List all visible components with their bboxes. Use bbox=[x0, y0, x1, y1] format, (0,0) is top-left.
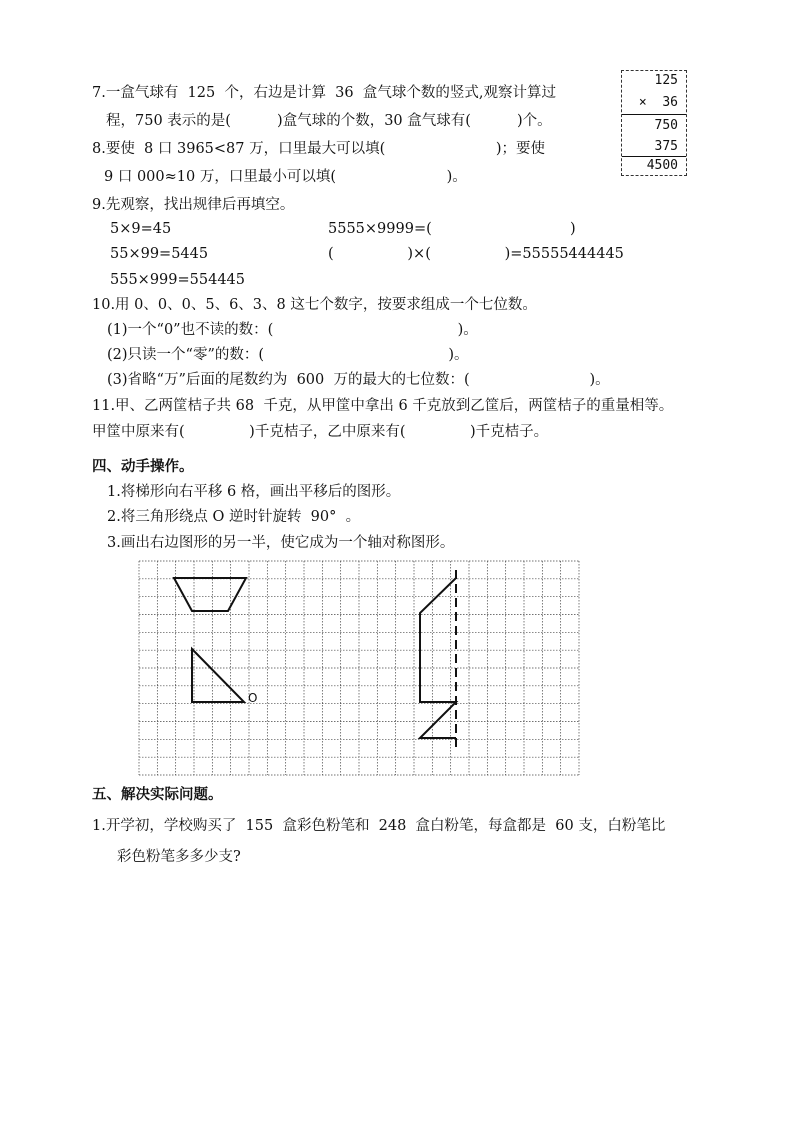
section5-q1-line2: 彩色粉笔多多少支? bbox=[117, 849, 241, 865]
q10-title: 10.用 0、0、0、5、6、3、8 这七个数字，按要求组成一个七位数。 bbox=[92, 297, 537, 313]
point-o-label: O bbox=[248, 691, 258, 705]
geometry-grid bbox=[138, 560, 580, 780]
section4-item2: 2.将三角形绕点 O 逆时针旋转 90° 。 bbox=[107, 509, 361, 525]
vcalc-row5: 4500 bbox=[646, 158, 678, 173]
vcalc-rule bbox=[622, 114, 686, 115]
section4-heading: 四、动手操作。 bbox=[92, 458, 194, 475]
grid-lines bbox=[139, 561, 579, 775]
vcalc-row3: 750 bbox=[654, 118, 678, 133]
grid-svg bbox=[138, 560, 580, 776]
section4-item3: 3.画出右边图形的另一半，使它成为一个轴对称图形。 bbox=[107, 535, 455, 551]
q8-line1: 8.要使 8 口 3965<87 万，口里最大可以填( )；要使 bbox=[92, 141, 546, 157]
q11-line1: 11.甲、乙两筐桔子共 68 千克，从甲筐中拿出 6 千克放到乙筐后，两筐桔子的重量相等。 bbox=[92, 398, 674, 414]
vcalc-row2: × 36 bbox=[638, 95, 678, 110]
vcalc-row1: 125 bbox=[654, 73, 678, 88]
vertical-calculation bbox=[621, 70, 687, 176]
q8-line2: 9 口 000≈10 万，口里最小可以填( )。 bbox=[104, 169, 467, 185]
q9-eq1: 5×9=45 bbox=[110, 221, 172, 237]
section4-item1: 1.将梯形向右平移 6 格，画出平移后的图形。 bbox=[107, 484, 401, 500]
q7-line1: 7.一盒气球有 125 个，右边是计算 36 盒气球个数的竖式,观察计算过 bbox=[92, 85, 556, 101]
trapezoid-shape bbox=[174, 578, 246, 611]
q9-eq2: 55×99=5445 bbox=[110, 246, 209, 262]
q9-eq3: 555×999=554445 bbox=[110, 272, 246, 288]
q11-line2: 甲筐中原来有( )千克桔子，乙中原来有( )千克桔子。 bbox=[92, 424, 549, 440]
triangle-shape bbox=[192, 649, 244, 702]
vcalc-row4: 375 bbox=[654, 139, 678, 154]
q9-eq4: 5555×9999=( ) bbox=[328, 221, 576, 237]
q10-part3: (3)省略“万”后面的尾数约为 600 万的最大的七位数：( )。 bbox=[107, 372, 610, 388]
section5-heading: 五、解决实际问题。 bbox=[92, 786, 223, 803]
q7-line2: 程，750 表示的是( )盒气球的个数，30 盒气球有( )个。 bbox=[106, 113, 552, 129]
q10-part1: (1)一个“0”也不读的数：( )。 bbox=[107, 322, 478, 338]
vcalc-rule bbox=[622, 156, 686, 157]
q9-eq5: ( )×( )=55555444445 bbox=[328, 246, 624, 262]
q9-title: 9.先观察，找出规律后再填空。 bbox=[92, 197, 295, 213]
q10-part2: (2)只读一个“零”的数：( )。 bbox=[107, 347, 469, 363]
section5-q1-line1: 1.开学初，学校购买了 155 盒彩色粉笔和 248 盒白粉笔，每盒都是 60 支，白粉笔比 bbox=[92, 818, 666, 834]
